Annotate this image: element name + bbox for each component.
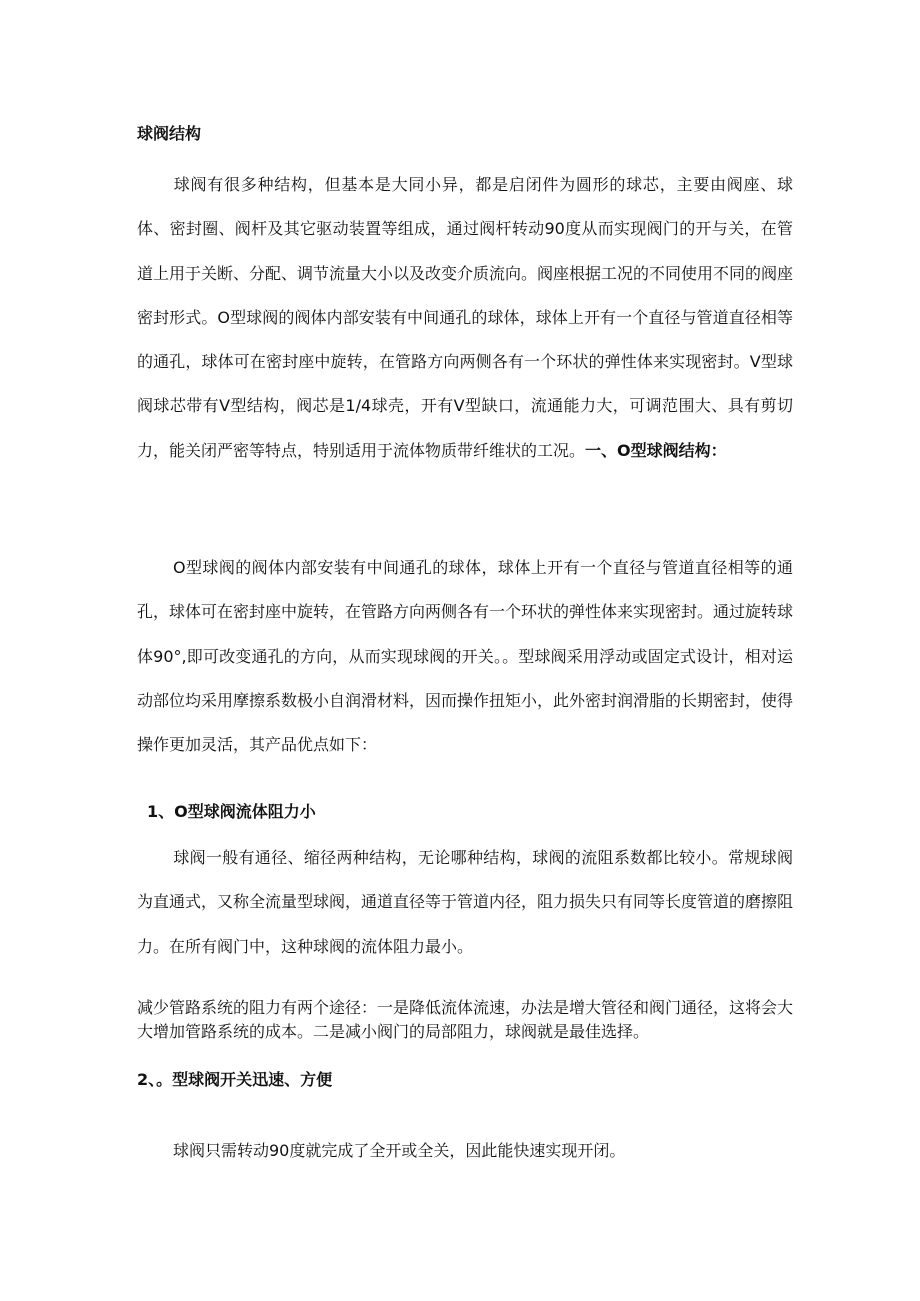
section1-paragraph	[137, 546, 793, 786]
item2-heading: 2、。型球阀开关迅速、方便	[137, 1070, 333, 1089]
intro-paragraph	[137, 163, 793, 533]
item1-heading: 1、O型球阀流体阻力小	[147, 802, 316, 821]
intro-text: 球阀有很多种结构，但基本是大同小异，都是启闭件为圆形的球芯，主要由阀座、球体、密封圈、阀杆及其它驱动装置等组成，通过阀杆转动90度从而实现阀门的开与关，在管道上用于关断、分配、调节流量大小以及改变介质流向。阀座根据工况的不同使用不同的阀座密封形式。O型球阀的阀体内部安装有中间通孔的球体，球体上开有一个直径与管道直径相等的通孔，球体可在密封座中旋转，在管路方向两侧各有一个环状的弹性体来实现密封。V型球阀球芯带有V型结构，阀芯是1/4球壳，开有V型缺口，流通能力大，可调范围大、具有剪切力，能关闭严密等特点，特别适用于流体物质带纤维状的工况。	[137, 175, 794, 460]
section1-text: O型球阀的阀体内部安装有中间通孔的球体，球体上开有一个直径与管道直径相等的通孔，球体可在密封座中旋转，在管路方向两侧各有一个环状的弹性体来实现密封。通过旋转球体90°,即可改变通孔的方向，从而实现球阀的开关。。型球阀采用浮动或固定式设计，相对运动部位均采用摩擦系数极小自润滑材料，因而操作扭矩小，此外密封润滑脂的长期密封，使得操作更加灵活，其产品优点如下：	[137, 558, 794, 755]
section1-heading: 一、O型球阀结构：	[585, 440, 727, 460]
item1-note-paragraph: 减少管路系统的阻力有两个途径：一是降低流体流速，办法是增大管径和阀门通径，这将会大大增加管路系统的成本。二是减小阀门的局部阻力，球阀就是最佳选择。	[137, 998, 794, 1041]
item1-paragraph	[137, 836, 793, 976]
item2-paragraph: 球阀只需转动90度就完成了全开或全关，因此能快速实现开闭。	[173, 1141, 626, 1160]
item1-text: 球阀一般有通径、缩径两种结构，无论哪种结构，球阀的流阻系数都比较小。常规球阀为直通式，又称全流量型球阀，通道直径等于管道内径，阻力损失只有同等长度管道的磨擦阻力。在所有阀门中，这种球阀的流体阻力最小。	[137, 848, 794, 956]
document-title: 球阀结构	[137, 124, 202, 143]
